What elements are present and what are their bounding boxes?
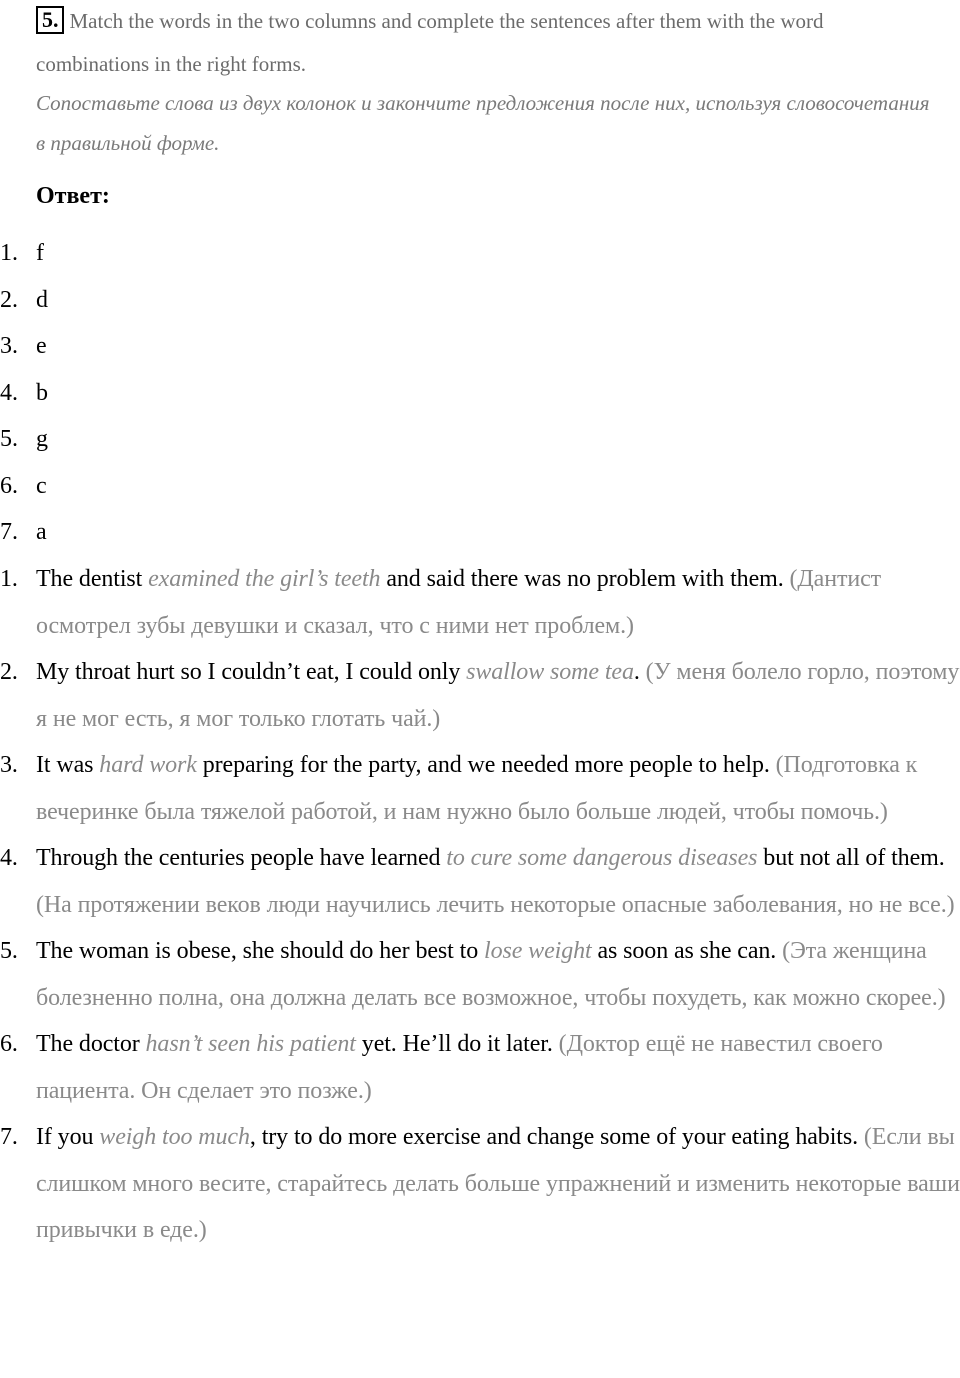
task-instruction-en-text: Match the words in the two columns and complete the sentences after them with the word combinations in the right forms.: [36, 9, 824, 76]
match-list: [0, 230, 48, 556]
match-letter: f: [36, 240, 44, 266]
sentence-number: 4.: [0, 845, 18, 871]
match-letter: d: [36, 286, 48, 313]
sentence-item: [0, 742, 960, 835]
sentence-translation: (Дантист осмотрел зубы девушки и сказал, что с ними нет проблем.): [36, 566, 882, 639]
sentence-number: 6.: [0, 1031, 18, 1057]
task-instruction-en: [36, 0, 936, 86]
sentence-text: yet. He’ll do it later.: [355, 1031, 553, 1057]
match-number: 1.: [0, 240, 18, 266]
match-item: [0, 277, 48, 324]
match-item: [0, 323, 48, 370]
sentence-text: , try to do more exercise and change some of your eating habits.: [249, 1124, 858, 1150]
sentence-text: The woman is obese, she should do her best to: [36, 938, 484, 964]
sentence-answer: weigh too much: [99, 1124, 250, 1150]
sentence-item: [0, 649, 960, 742]
sentence-text: preparing for the party, and we needed more people to help.: [196, 752, 770, 778]
match-item: [0, 463, 48, 510]
match-number: 7.: [0, 519, 18, 545]
match-number: 2.: [0, 286, 18, 313]
sentence-number: 5.: [0, 938, 18, 964]
sentence-answer: examined the girl’s teeth: [148, 566, 381, 592]
match-letter: c: [36, 472, 47, 499]
sentence-translation: (Если вы слишком много весите, старайтесь делать больше упражнений и изменить некоторые ваши привычки в еде.): [36, 1124, 960, 1243]
task-instruction-ru: Сопоставьте слова из двух колонок и закончите предложения после них, используя словосочетания в правильной форме.: [36, 91, 930, 155]
sentence-text: Through the centuries people have learned: [36, 845, 447, 871]
sentence-item: [0, 1021, 960, 1114]
sentence-text: as soon as she can.: [591, 938, 777, 964]
sentence-answer: hard work: [99, 752, 197, 778]
sentence-list: [0, 556, 960, 1254]
sentence-number: 3.: [0, 752, 18, 778]
match-letter: a: [36, 519, 47, 545]
match-number: 3.: [0, 333, 18, 359]
sentence-item: [0, 928, 960, 1021]
sentence-text: If you: [36, 1124, 100, 1150]
match-item: [0, 370, 48, 417]
match-letter: b: [36, 379, 48, 406]
sentence-text: .: [633, 659, 640, 685]
sentence-answer: lose weight: [484, 938, 592, 964]
sentence-text: It was: [36, 752, 100, 778]
match-letter: g: [36, 426, 48, 452]
sentence-answer: hasn’t seen his patient: [145, 1031, 356, 1057]
sentence-number: 7.: [0, 1124, 18, 1150]
match-item: [0, 230, 48, 277]
match-number: 6.: [0, 472, 18, 499]
sentence-item: [0, 1114, 960, 1254]
match-number: 5.: [0, 426, 18, 452]
sentence-item: [0, 835, 960, 928]
sentence-translation: (У меня болело горло, поэтому я не мог есть, я мог только глотать чай.): [36, 659, 960, 732]
task-number: 5.: [36, 6, 64, 34]
sentence-text: The doctor: [36, 1031, 146, 1057]
sentence-answer: to cure some dangerous diseases: [446, 845, 758, 871]
sentence-item: [0, 556, 960, 649]
sentence-translation: (Подготовка к вечеринке была тяжелой работой, и нам нужно было больше людей, чтобы помочь.): [36, 752, 918, 825]
sentence-translation: (Эта женщина болезненно полна, она должна делать все возможное, чтобы похудеть, как можно скорее.): [36, 938, 946, 1011]
sentence-answer: swallow some tea: [466, 659, 634, 685]
sentence-text: but not all of them.: [757, 845, 945, 871]
match-item: [0, 416, 48, 463]
answer-label: Ответ:: [36, 183, 110, 209]
sentence-text: My throat hurt so I couldn’t eat, I could only: [36, 659, 467, 685]
match-letter: e: [36, 333, 47, 359]
sentence-text: The dentist: [36, 566, 149, 592]
match-number: 4.: [0, 379, 18, 406]
match-item: [0, 509, 48, 556]
sentence-number: 1.: [0, 566, 18, 592]
sentence-translation: (Доктор ещё не навестил своего пациента. Он сделает это позже.): [36, 1031, 883, 1104]
sentence-number: 2.: [0, 659, 18, 685]
sentence-translation: (На протяжении веков люди научились лечить некоторые опасные заболевания, но не все.): [36, 891, 955, 918]
sentence-text: and said there was no problem with them.: [380, 566, 784, 592]
